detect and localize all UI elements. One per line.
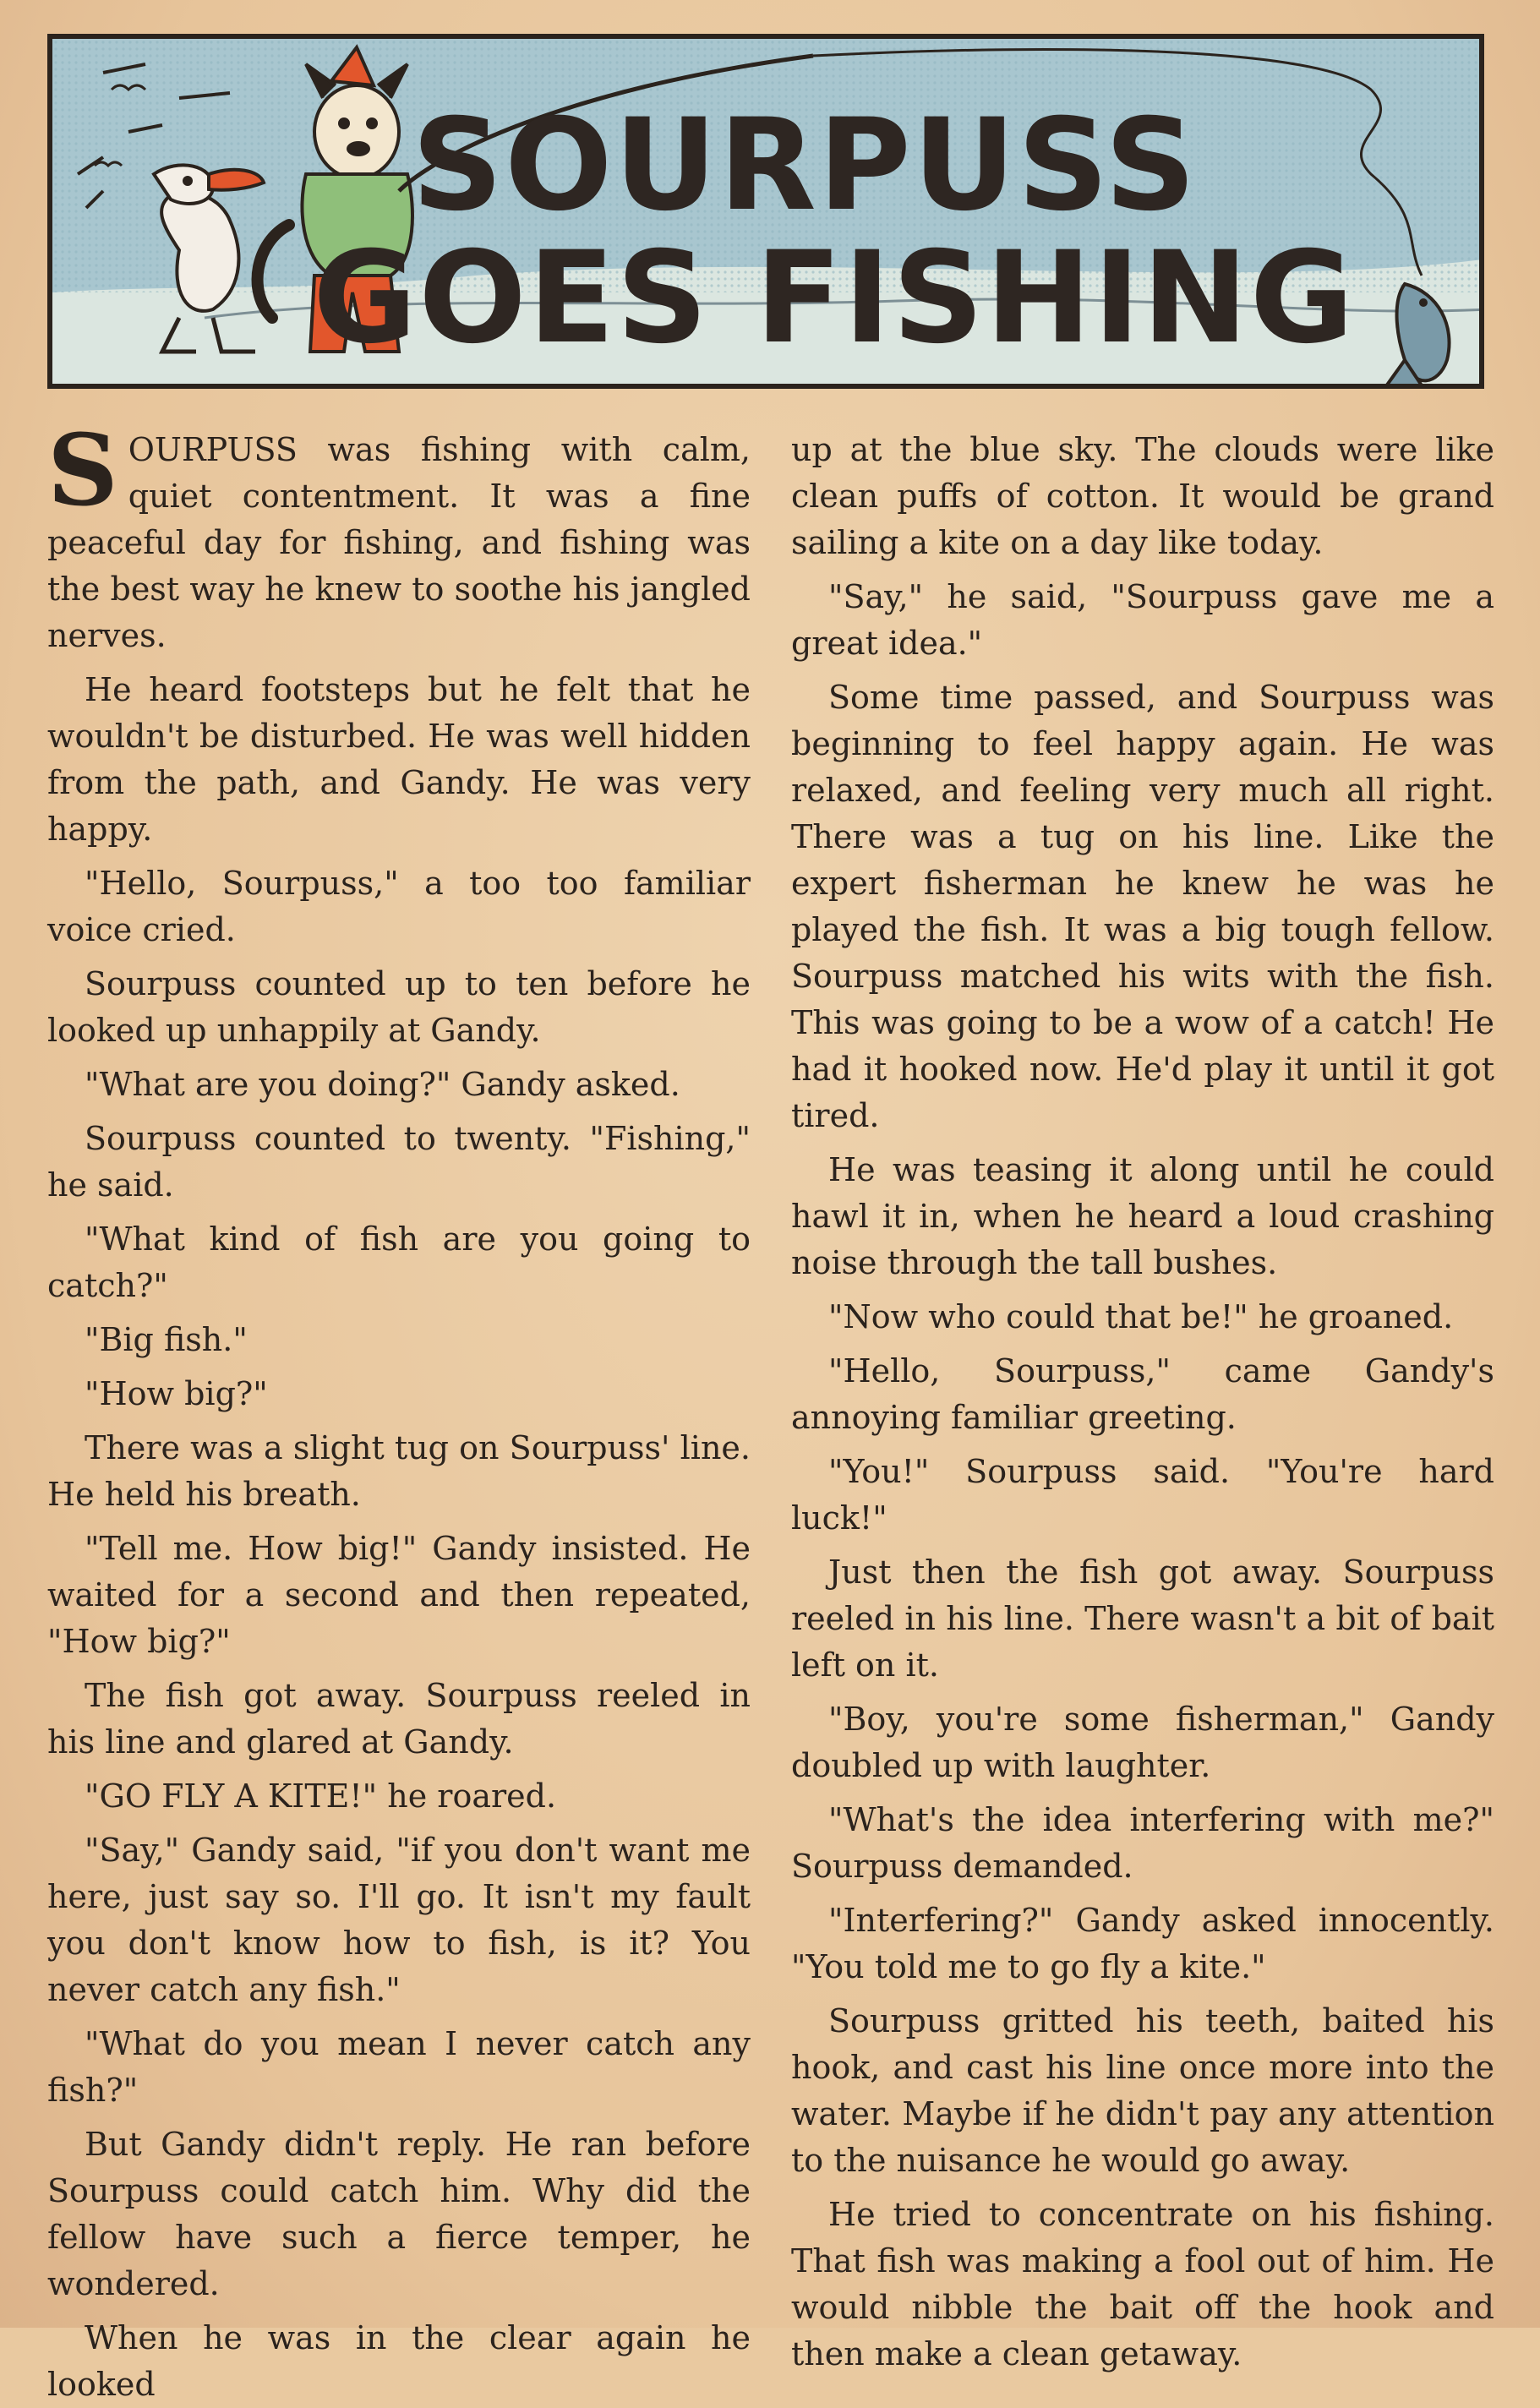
paragraph: But Gandy didn't reply. He ran before Sourpuss could catch him. Why did the fellow have such a fierce temper, he wondered. — [47, 2126, 751, 2302]
paragraph: "What kind of fish are you going to catch?" — [47, 1220, 751, 1304]
paragraph: There was a slight tug on Sourpuss' line. He held his breath. — [47, 1429, 751, 1513]
paragraph: Sourpuss gritted his teeth, baited his hook, and cast his line once more into the water. Maybe if he didn't pay any attention to the nuisance he would go away. — [791, 2002, 1494, 2179]
paragraph: "Big fish." — [85, 1321, 248, 1358]
paragraph: "What do you mean I never catch any fish?" — [47, 2025, 751, 2109]
title-panel — [47, 34, 1484, 389]
paragraph: "Tell me. How big!" Gandy insisted. He waited for a second and then repeated, "How big?" — [47, 1530, 751, 1660]
paragraph: He was teasing it along until he could hawl it in, when he heard a loud crashing noise through the tall bushes. — [791, 1151, 1494, 1281]
story-text — [47, 413, 1494, 2403]
paragraph: "GO FLY A KITE!" he roared. — [85, 1777, 557, 1815]
paragraph: When he was in the clear again he looked — [47, 2319, 751, 2403]
paragraph: "Say," he said, "Sourpuss gave me a great idea." — [791, 578, 1494, 662]
paragraph: The fish got away. Sourpuss reeled in his line and glared at Gandy. — [47, 1677, 751, 1761]
paragraph: "Now who could that be!" he groaned. — [828, 1298, 1454, 1335]
paragraph: Just then the fish got away. Sourpuss reeled in his line. There wasn't a bit of bait left on it. — [791, 1553, 1494, 1684]
paragraph: SOURPUSS was fishing with calm, quiet contentment. It was a fine peaceful day for fishing, and fishing was the best way he knew to soothe his jangled nerves. — [47, 413, 751, 654]
paragraph: He heard footsteps but he felt that he wouldn't be disturbed. He was well hidden from the path, and Gandy. He was very happy. — [47, 671, 751, 848]
paragraph: "What are you doing?" Gandy asked. — [85, 1066, 680, 1103]
left-column — [47, 413, 751, 2408]
right-column — [791, 427, 1494, 2378]
paragraph: "How big?" — [85, 1375, 268, 1412]
paragraph: "Hello, Sourpuss," a too too familiar voice cried. — [47, 865, 751, 948]
paragraph: Some time passed, and Sourpuss was beginning to feel happy again. He was relaxed, and feeling very much all right. There was a tug on his line. Like the expert fisherman he knew he was he played the fish. It was a big tough fellow. Sourpuss matched his wits with the fish. This was going to be a wow of a catch! He had it hooked now. He'd play it until it got tired. — [791, 679, 1494, 1134]
drop-cap: S — [47, 413, 118, 528]
paragraph: up at the blue sky. The clouds were like clean puffs of cotton. It would be grand sailing a kite on a day like today. — [791, 431, 1494, 561]
paragraph: "Say," Gandy said, "if you don't want me here, just say so. I'll go. It isn't my fault you don't know how to fish, is it? You never catch any fish." — [47, 1832, 751, 2008]
paragraph: Sourpuss counted up to ten before he looked up unhappily at Gandy. — [47, 965, 751, 1049]
paragraph: Sourpuss counted to twenty. "Fishing," he said. — [47, 1120, 751, 1204]
paragraph: "What's the idea interfering with me?" Sourpuss demanded. — [791, 1801, 1494, 1885]
title-line-2: GOES FISHING — [313, 225, 1356, 372]
paragraph: "You!" Sourpuss said. "You're hard luck!" — [791, 1453, 1494, 1537]
title-line-1: SOURPUSS — [412, 92, 1198, 239]
paragraph: "Interfering?" Gandy asked innocently. "You told me to go fly a kite." — [791, 1902, 1494, 1985]
paragraph: He tried to concentrate on his fishing. That fish was making a fool out of him. He would nibble the bait off the hook and then make a clean getaway. — [791, 2196, 1494, 2373]
paragraph: "Boy, you're some fisherman," Gandy doubled up with laughter. — [791, 1701, 1494, 1784]
paragraph: "Hello, Sourpuss," came Gandy's annoying familiar greeting. — [791, 1352, 1494, 1436]
